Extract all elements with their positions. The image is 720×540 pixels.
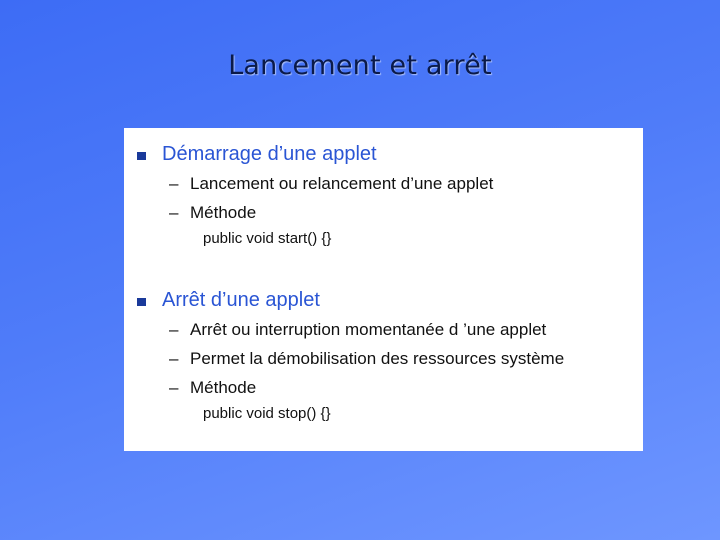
sub-item-text: Lancement ou relancement d’une applet (190, 174, 494, 193)
sub-item-text: Arrêt ou interruption momentanée d ’une applet (190, 320, 547, 339)
sub-item-text: Méthode (190, 378, 257, 397)
sub-item (124, 170, 643, 199)
content-box (124, 128, 643, 451)
code-text: public void start() {} (203, 230, 332, 247)
sub-item (124, 316, 643, 345)
dash-icon: – (169, 174, 179, 193)
dash-icon: – (169, 378, 179, 397)
section-heading: Démarrage d’une applet (162, 143, 377, 165)
code-line (124, 403, 643, 427)
code-line (124, 228, 643, 252)
sub-item (124, 345, 643, 374)
sub-item-text: Méthode (190, 203, 257, 222)
code-text: public void stop() {} (203, 405, 331, 422)
bullet-row (124, 140, 643, 170)
dash-icon: – (169, 203, 179, 222)
bullet-row (124, 286, 643, 316)
sub-item (124, 199, 643, 228)
sub-item-text: Permet la démobilisation des ressources système (190, 349, 565, 368)
section-start (124, 140, 643, 252)
slide-title: Lancement et arrêt (228, 50, 492, 81)
square-bullet-icon (137, 152, 146, 160)
dash-icon: – (169, 349, 179, 368)
section-stop (124, 286, 643, 427)
square-bullet-icon (137, 298, 146, 306)
dash-icon: – (169, 320, 179, 339)
section-heading: Arrêt d’une applet (162, 289, 320, 311)
sub-item (124, 374, 643, 403)
